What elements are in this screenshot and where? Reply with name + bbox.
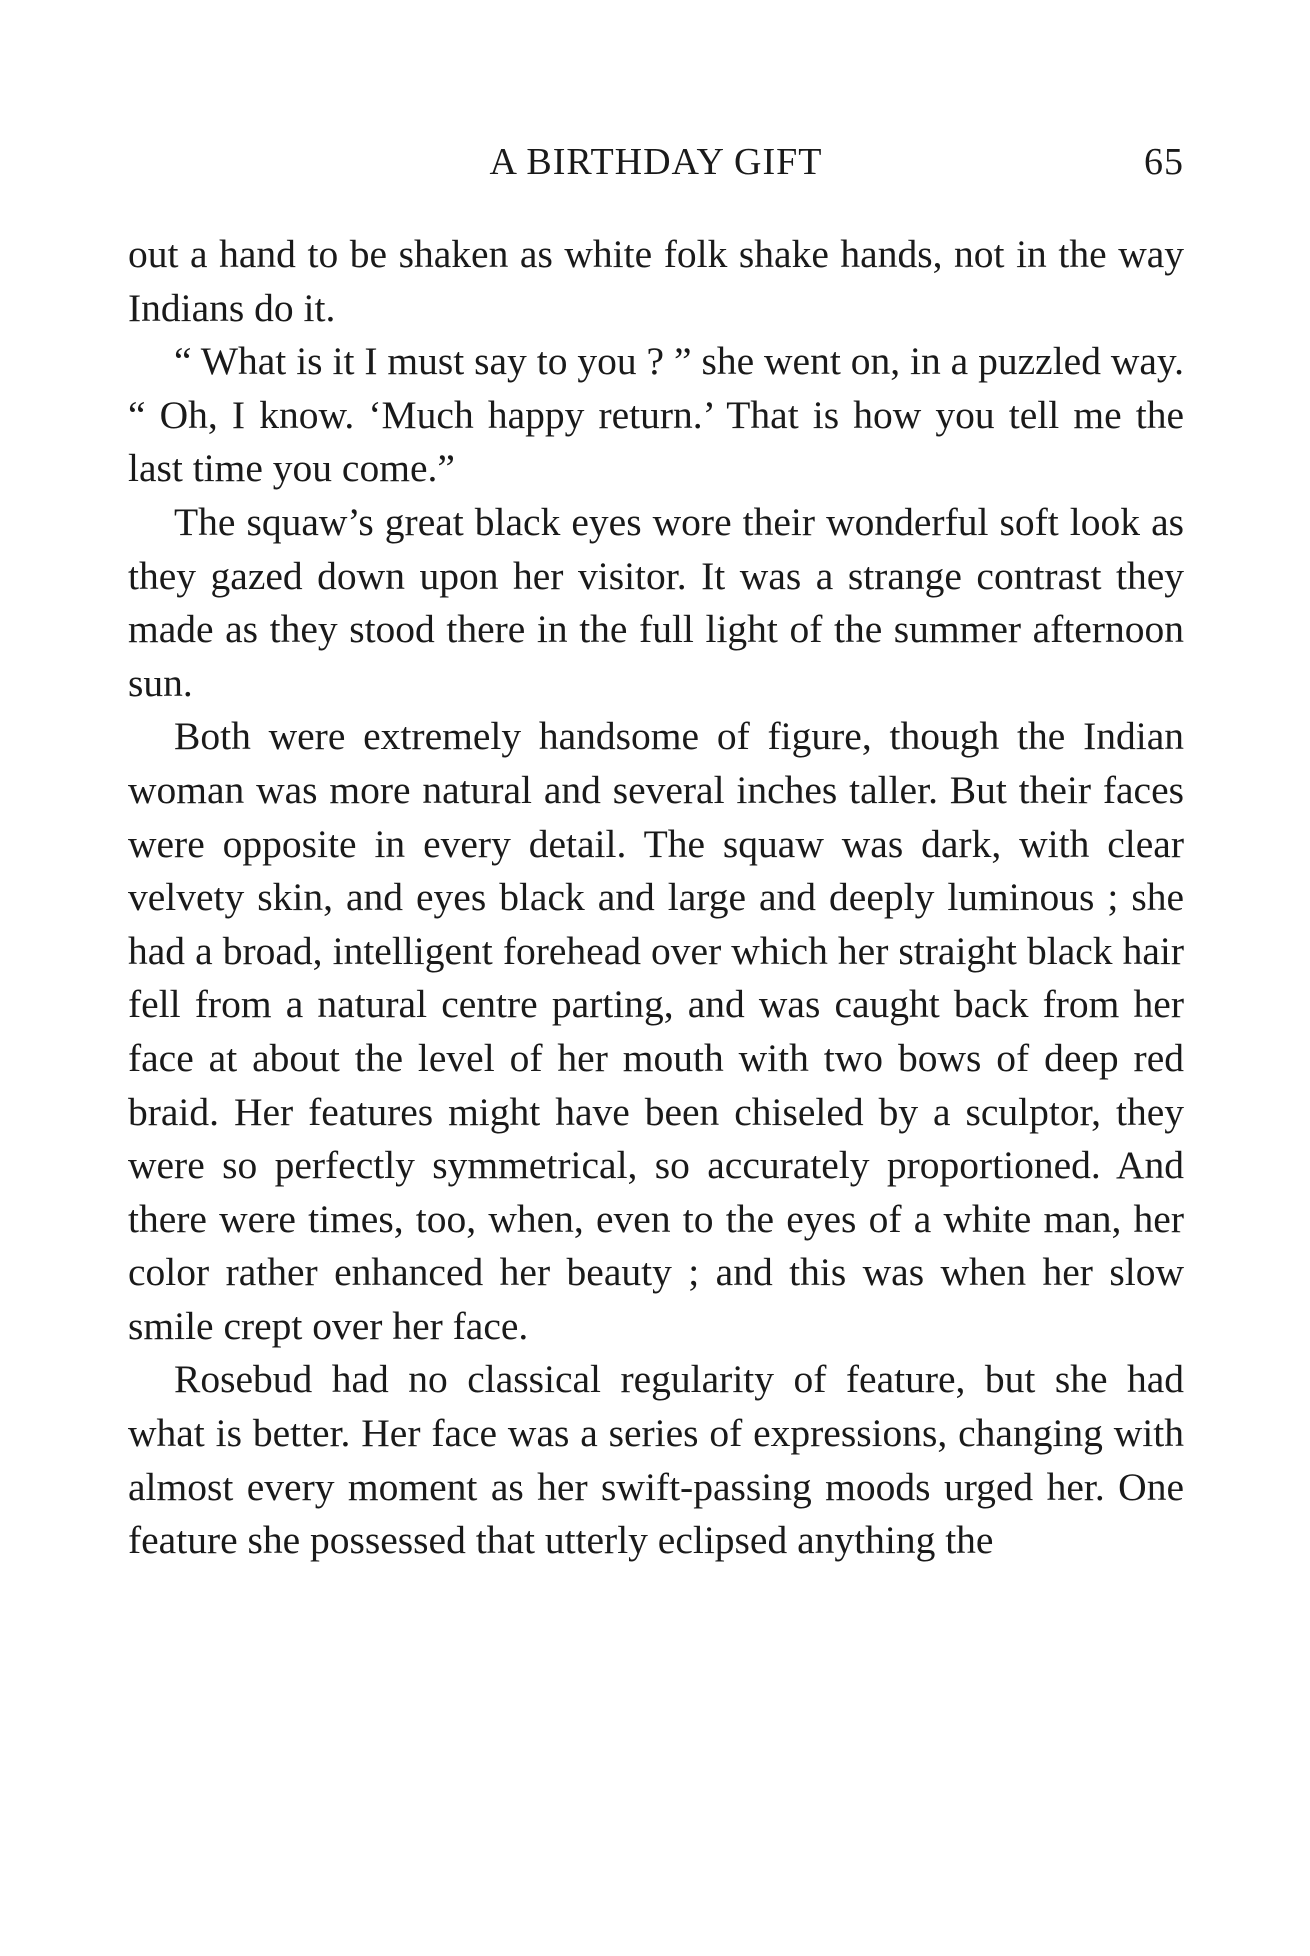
paragraph-continued: out a hand to be shaken as white folk shake hands, not in the way Indians do it. [128,232,1184,330]
running-head [128,140,1184,190]
running-title: A BIRTHDAY GIFT [489,141,823,183]
paragraph: “ What is it I must say to you ? ” she went on, in a puzzled way. “ Oh, I know. ‘Much happy return.’ That is how you tell me the last time you come.” [128,339,1184,491]
paragraph: Both were extremely handsome of figure, though the Indian woman was more natural and several inches taller. But their faces were opposite in every detail. The squaw was dark, with clear velvety skin, and eyes black and large and deeply luminous ; she had a broad, intelligent forehead over which her straight black hair fell from a natural centre parting, and was caught back from her face at about the level of her mouth with two bows of deep red braid. Her features might have been chiseled by a sculptor, they were so perfectly symmetrical, so accurately proportioned. And there were times, too, when, even to the eyes of a white man, her color rather enhanced her beauty ; and this was when her slow smile crept over her face. [128,714,1184,1348]
paragraph: The squaw’s great black eyes wore their wonderful soft look as they gazed down upon her visitor. It was a strange contrast they made as they stood there in the full light of the summer afternoon sun. [128,499,1184,705]
book-page [128,0,1184,1956]
paragraph: Rosebud had no classical regularity of feature, but she had what is better. Her face was a series of expressions, changing with almost every moment as her swift-passing moods urged her. One feature she possessed that utterly eclipsed anything the [128,1357,1184,1563]
page-number: 65 [1144,141,1184,183]
body-text [128,228,1184,1568]
